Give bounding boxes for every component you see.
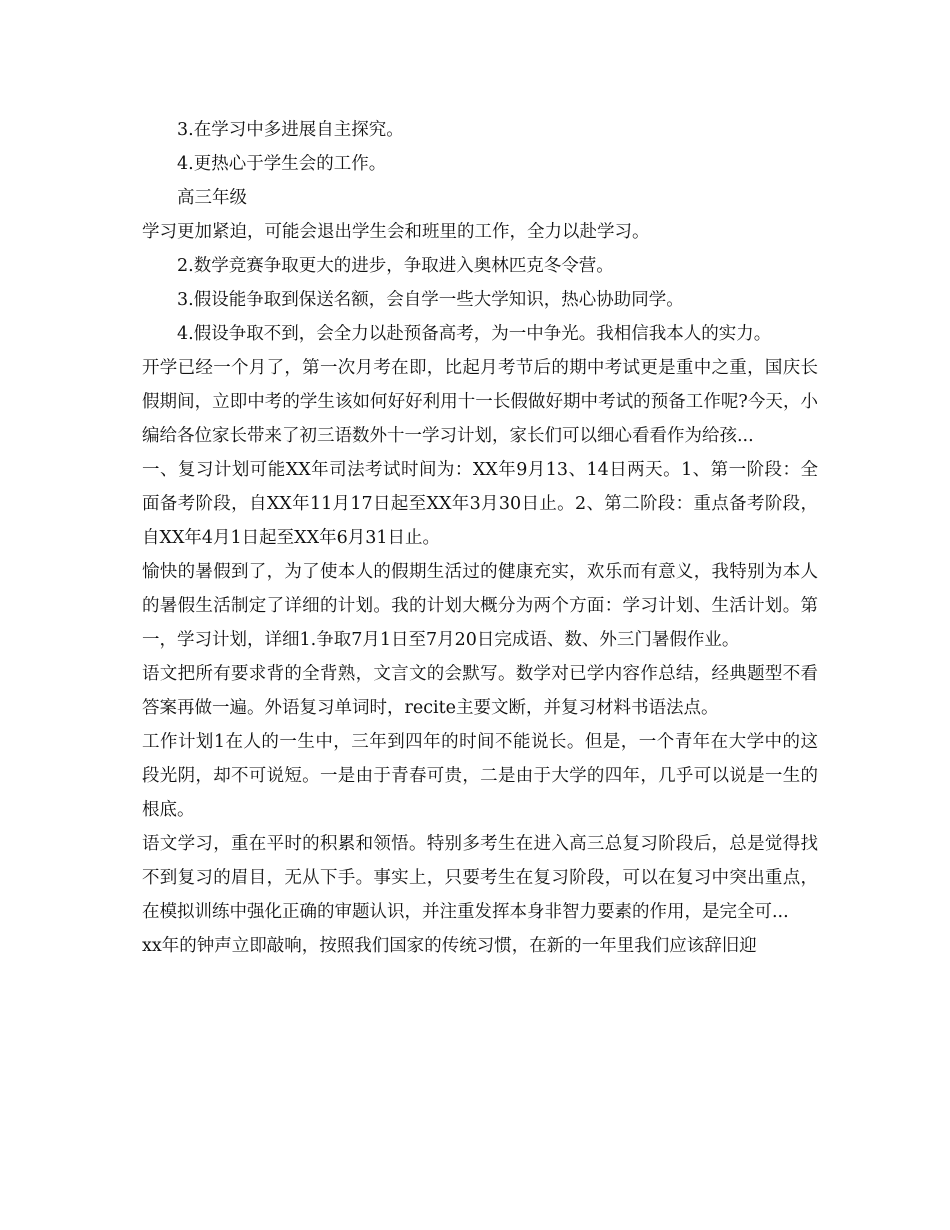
paragraph: 4.更热心于学生会的工作。 [177,154,387,174]
paragraph: 2.数学竞赛争取更大的进步，争取进入奥林匹克冬令营。 [177,256,614,276]
document-body [142,113,818,963]
paragraph: 语文学习，重在平时的积累和领悟。特别多考生在进入高三总复习阶段后，总是觉得找不到复习的眉目，无从下手。事实上，只要考生在复习阶段，可以在复习中突出重点，在模拟训练中强化正确的审题认识，并注重发挥本身非智力要素的作用，是完全可... [142,834,818,922]
paragraph: 高三年级 [177,188,247,208]
paragraph: 开学已经一个月了，第一次月考在即，比起月考节后的期中考试更是重中之重，国庆长假期间，立即中考的学生该如何好好利用十一长假做好期中考试的预备工作呢?今天，小编给各位家长带来了初三语数外十一学习计划，家长们可以细心看看作为给孩... [142,358,818,446]
paragraph: 愉快的暑假到了，为了使本人的假期生活过的健康充实，欢乐而有意义，我特别为本人的暑假生活制定了详细的计划。我的计划大概分为两个方面：学习计划、生活计划。第一，学习计划，详细1.争取7月1日至7月20日完成语、数、外三门暑假作业。 [142,562,818,650]
paragraph: 3.在学习中多进展自主探究。 [177,120,404,140]
paragraph: xx年的钟声立即敲响，按照我们国家的传统习惯，在新的一年里我们应该辞旧迎 [142,936,757,956]
paragraph: 工作计划1在人的一生中，三年到四年的时间不能说长。但是，一个青年在大学中的这段光阴，却不可说短。一是由于青春可贵，二是由于大学的四年，几乎可以说是一生的根底。 [142,732,818,820]
paragraph: 3.假设能争取到保送名额，会自学一些大学知识，热心协助同学。 [177,290,684,310]
paragraph: 语文把所有要求背的全背熟，文言文的会默写。数学对已学内容作总结，经典题型不看答案再做一遍。外语复习单词时，recite主要文断，并复习材料书语法点。 [142,664,818,718]
paragraph: 学习更加紧迫，可能会退出学生会和班里的工作，全力以赴学习。 [142,222,650,242]
paragraph: 4.假设争取不到，会全力以赴预备高考，为一中争光。我相信我本人的实力。 [177,324,772,344]
paragraph: 一、复习计划可能XX年司法考试时间为：XX年9月13、14日两天。1、第一阶段：全面备考阶段，自XX年11月17日起至XX年3月30日止。2、第二阶段：重点备考阶段，自XX年4月1日起至XX年6月31日止。 [142,460,818,548]
